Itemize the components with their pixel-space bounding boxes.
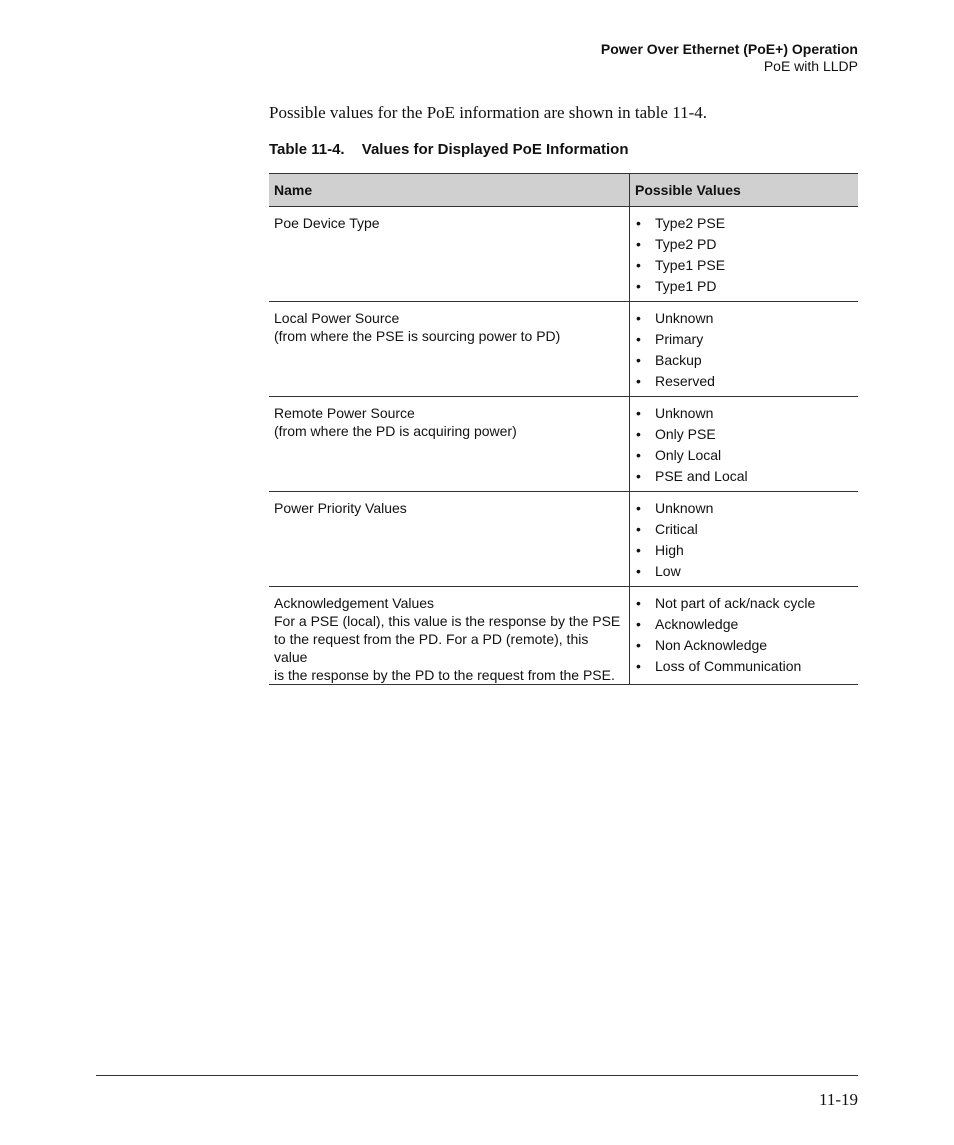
value-text: Type1 PD	[655, 278, 717, 294]
column-header-values: Possible Values	[630, 174, 859, 207]
bullet-icon: •	[636, 595, 641, 611]
values-cell	[630, 207, 859, 302]
bullet-icon: •	[636, 521, 641, 537]
list-item	[635, 614, 853, 635]
bullet-icon: •	[636, 500, 641, 516]
value-text: Primary	[655, 331, 704, 347]
list-item	[635, 466, 853, 487]
list-item	[635, 445, 853, 466]
bullet-icon: •	[636, 563, 641, 579]
name-cell-description: For a PSE (local), this value is the response by the PSE	[274, 613, 621, 629]
values-cell	[630, 492, 859, 587]
value-text: PSE and Local	[655, 468, 748, 484]
name-cell	[269, 302, 630, 397]
list-item	[635, 498, 853, 519]
footer-rule	[96, 1075, 858, 1076]
bullet-icon: •	[636, 278, 641, 294]
bullet-icon: •	[636, 310, 641, 326]
value-text: Type2 PSE	[655, 215, 726, 231]
value-text: Unknown	[655, 405, 714, 421]
value-text: High	[655, 542, 684, 558]
value-text: Type2 PD	[655, 236, 717, 252]
name-cell	[269, 587, 630, 685]
values-list	[635, 213, 853, 297]
bullet-icon: •	[636, 373, 641, 389]
list-item	[635, 308, 853, 329]
values-list	[635, 403, 853, 487]
name-cell-title: Local Power Source	[274, 310, 400, 326]
table-row	[269, 492, 858, 587]
name-cell	[269, 492, 630, 587]
bullet-icon: •	[636, 331, 641, 347]
table-row	[269, 207, 858, 302]
list-item	[635, 540, 853, 561]
list-item	[635, 371, 853, 392]
name-cell	[269, 207, 630, 302]
table-row	[269, 397, 858, 492]
bullet-icon: •	[636, 426, 641, 442]
name-cell-description: (from where the PD is acquiring power)	[274, 423, 517, 439]
bullet-icon: •	[636, 468, 641, 484]
bullet-icon: •	[636, 236, 641, 252]
values-list	[635, 593, 853, 677]
bullet-icon: •	[636, 658, 641, 674]
bullet-icon: •	[636, 215, 641, 231]
bullet-icon: •	[636, 447, 641, 463]
intro-paragraph: Possible values for the PoE information are shown in table 11-4.	[269, 103, 707, 122]
list-item	[635, 424, 853, 445]
table-caption-number: Table 11-4.	[269, 141, 345, 158]
list-item	[635, 255, 853, 276]
name-cell-title: Power Priority Values	[274, 500, 407, 516]
table-caption	[269, 141, 629, 159]
running-header	[601, 41, 858, 75]
name-cell-title: Acknowledgement Values	[274, 595, 435, 611]
bullet-icon: •	[636, 405, 641, 421]
list-item	[635, 329, 853, 350]
list-item	[635, 403, 853, 424]
bullet-icon: •	[636, 542, 641, 558]
column-header-name: Name	[269, 174, 630, 207]
list-item	[635, 593, 853, 614]
table-header-row	[269, 174, 858, 207]
value-text: Only Local	[655, 447, 722, 463]
name-cell-description: is the response by the PD to the request from the PSE.	[274, 667, 615, 683]
page-number: 11-19	[818, 1090, 858, 1109]
name-cell-title: Remote Power Source	[274, 405, 415, 421]
value-text: Reserved	[655, 373, 715, 389]
list-item	[635, 635, 853, 656]
list-item	[635, 656, 853, 677]
value-text: Unknown	[655, 500, 714, 516]
values-cell	[630, 302, 859, 397]
table-body	[269, 207, 858, 685]
name-cell-title: Poe Device Type	[274, 215, 380, 231]
list-item	[635, 213, 853, 234]
table-row	[269, 302, 858, 397]
value-text: Unknown	[655, 310, 714, 326]
list-item	[635, 519, 853, 540]
values-cell	[630, 397, 859, 492]
value-text: Loss of Communication	[655, 658, 802, 674]
value-text: Only PSE	[655, 426, 716, 442]
name-cell	[269, 397, 630, 492]
chapter-title: Power Over Ethernet (PoE+) Operation	[600, 41, 858, 57]
value-text: Not part of ack/nack cycle	[655, 595, 816, 611]
list-item	[635, 276, 853, 297]
table-row	[269, 587, 858, 685]
value-text: Critical	[655, 521, 698, 537]
table-caption-title: Values for Displayed PoE Information	[361, 141, 629, 158]
bullet-icon: •	[636, 257, 641, 273]
name-cell-description: (from where the PSE is sourcing power to PD)	[274, 328, 561, 344]
bullet-icon: •	[636, 637, 641, 653]
list-item	[635, 350, 853, 371]
bullet-icon: •	[636, 352, 641, 368]
poe-values-table	[269, 173, 858, 685]
list-item	[635, 234, 853, 255]
values-list	[635, 498, 853, 582]
value-text: Non Acknowledge	[655, 637, 768, 653]
value-text: Backup	[655, 352, 702, 368]
value-text: Type1 PSE	[655, 257, 726, 273]
bullet-icon: •	[636, 616, 641, 632]
section-title: PoE with LLDP	[763, 58, 858, 74]
value-text: Low	[655, 563, 681, 579]
list-item	[635, 561, 853, 582]
value-text: Acknowledge	[655, 616, 739, 632]
name-cell-description: to the request from the PD. For a PD (remote), this value	[274, 631, 589, 665]
values-cell	[630, 587, 859, 685]
values-list	[635, 308, 853, 392]
